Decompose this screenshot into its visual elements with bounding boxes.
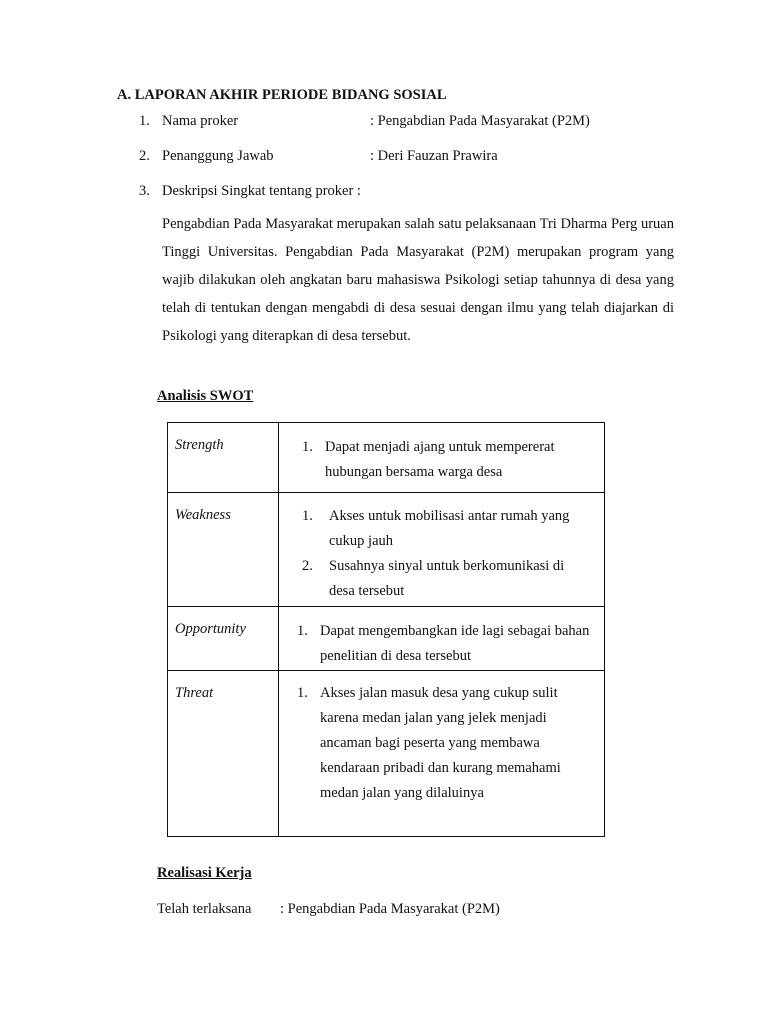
list-item [279,554,604,604]
swot-list [279,681,604,806]
swot-content-opportunity [279,607,605,671]
list-number: 1. [297,685,308,701]
swot-label-strength: Strength [168,423,279,493]
list-item [279,619,604,669]
realisasi-label: Telah terlaksana [157,901,252,917]
swot-content-weakness [279,493,605,607]
item-number: 1. [139,113,150,129]
item-value-nama-proker: : Pengabdian Pada Masyarakat (P2M) [370,113,590,129]
swot-list [279,619,604,669]
list-text: Susahnya sinyal untuk berkomunikasi di desa tersebut [329,558,565,599]
swot-label-weakness: Weakness [168,493,279,607]
list-text: Akses jalan masuk desa yang cukup sulit karena medan jalan yang jelek menjadi ancaman bagi peserta yang membawa kendaraan pribadi dan kurang memahami medan jalan yang dilaluinya [320,685,561,801]
swot-title: Analisis SWOT [157,388,254,404]
item-label-nama-proker: Nama proker [162,113,239,129]
description-paragraph: Pengabdian Pada Masyarakat merupakan salah satu pelaksanaan Tri Dharma Perg uruan Tinggi Universitas. Pengabdian Pada Masyarakat (P2M) merupakan program yang wajib dilakukan oleh angkatan baru mahasiswa Psikologi setiap tahunnya di desa yang telah di tentukan dengan mengabdi di desa sesuai dengan ilmu yang telah diajarkan di Psikologi yang diterapkan di desa tersebut. [162,216,674,344]
item-value-penanggung-jawab: : Deri Fauzan Prawira [370,148,498,164]
swot-row-strength [168,423,605,493]
swot-table [167,422,605,837]
list-number: 1. [302,508,313,524]
swot-label-threat: Threat [168,671,279,837]
realisasi-title: Realisasi Kerja [157,865,252,881]
swot-row-weakness [168,493,605,607]
list-item [279,504,604,554]
swot-content-strength [279,423,605,493]
list-number: 1. [302,439,313,455]
swot-row-threat [168,671,605,837]
list-text: Akses untuk mobilisasi antar rumah yang cukup jauh [329,508,570,549]
list-number: 2. [302,558,313,574]
list-text: Dapat menjadi ajang untuk mempererat hubungan bersama warga desa [325,439,555,480]
swot-list [279,504,604,604]
swot-list [279,435,604,485]
swot-content-threat [279,671,605,837]
list-item [279,435,604,485]
list-number: 1. [297,623,308,639]
swot-row-opportunity [168,607,605,671]
item-number: 2. [139,148,150,164]
item-label-penanggung-jawab: Penanggung Jawab [162,148,274,164]
item-number: 3. [139,183,150,199]
item-label-deskripsi: Deskripsi Singkat tentang proker : [162,183,361,199]
section-heading: A. LAPORAN AKHIR PERIODE BIDANG SOSIAL [117,87,447,103]
list-item [279,681,604,806]
list-text: Dapat mengembangkan ide lagi sebagai bahan penelitian di desa tersebut [320,623,590,664]
swot-label-opportunity: Opportunity [168,607,279,671]
realisasi-value: : Pengabdian Pada Masyarakat (P2M) [280,901,500,917]
